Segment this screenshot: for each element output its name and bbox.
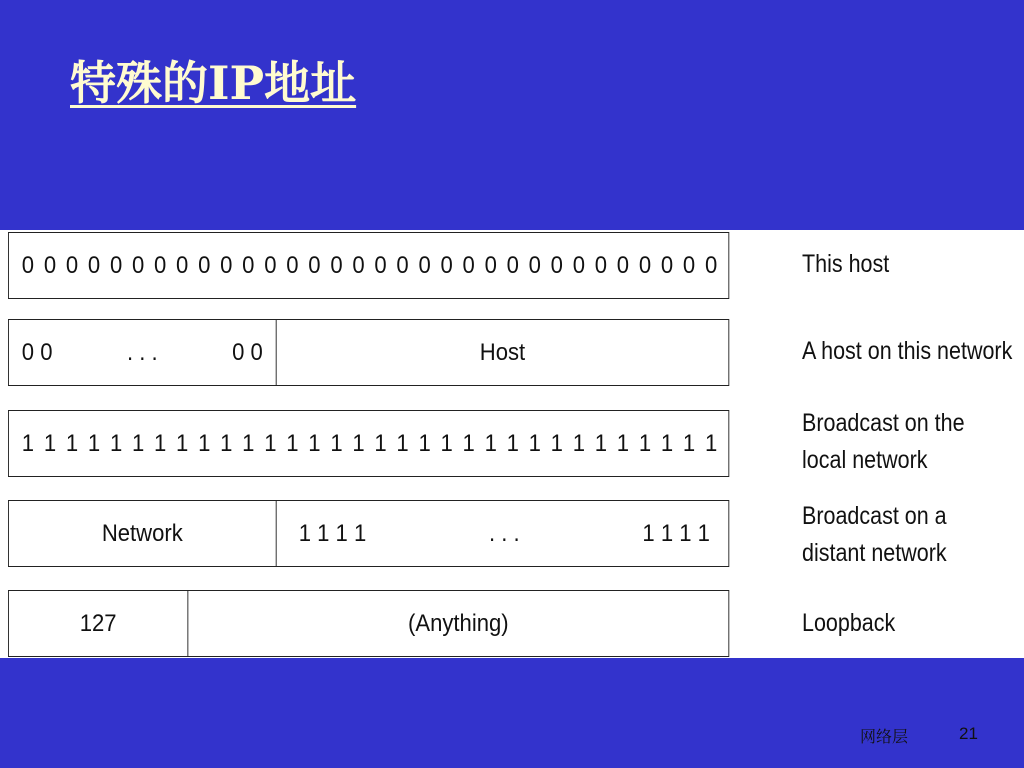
bit: 1	[198, 429, 211, 457]
host-field: Host	[276, 320, 729, 385]
bit: 1	[43, 429, 57, 457]
bit: 1	[506, 429, 519, 457]
bit: 0	[418, 251, 431, 279]
bit: 0	[374, 251, 387, 279]
bit: 0	[638, 251, 652, 279]
page-number: 21	[959, 724, 978, 743]
distant-broadcast-row	[8, 500, 729, 567]
bit: 1	[330, 429, 343, 457]
bit: 0	[396, 251, 409, 279]
network-zero-field	[9, 320, 276, 385]
bit: 0	[264, 251, 277, 279]
bit: 0	[198, 251, 211, 279]
loopback-row	[8, 590, 729, 657]
bit: 0	[109, 251, 123, 279]
local-broadcast-label-line2: local network	[802, 446, 928, 474]
bit: 0	[484, 251, 497, 279]
bit: 1	[176, 429, 189, 457]
host-on-network-row	[8, 319, 729, 386]
bit: 1	[418, 429, 431, 457]
all-one-bits	[9, 411, 728, 476]
bit: 1	[131, 429, 145, 457]
bit: 1	[396, 429, 409, 457]
host-ones-field	[276, 501, 729, 566]
loopback-prefix-field: 127	[79, 609, 117, 637]
this-host-row	[8, 232, 729, 299]
bit: 1	[616, 429, 630, 457]
distant-broadcast-label-line2: distant network	[802, 539, 947, 567]
local-broadcast-label	[802, 405, 965, 479]
bit: 0	[308, 251, 321, 279]
local-broadcast-label-line1: Broadcast on the	[802, 409, 965, 437]
bit: 1	[572, 429, 586, 457]
bit: 1	[374, 429, 387, 457]
bit: 1	[462, 429, 475, 457]
bit: 1	[682, 429, 696, 457]
bit: 1	[528, 429, 541, 457]
network-zero-dots: . . .	[126, 338, 158, 366]
bit: 0	[21, 251, 35, 279]
bit: 0	[65, 251, 79, 279]
distant-broadcast-label	[802, 498, 947, 572]
bit: 1	[440, 429, 453, 457]
bit: 1	[660, 429, 674, 457]
bit: 0	[220, 251, 233, 279]
bit: 1	[109, 429, 123, 457]
network-zero-end: 0 0	[232, 338, 263, 366]
bit: 1	[352, 429, 365, 457]
local-broadcast-row	[8, 410, 729, 477]
bit: 0	[550, 251, 563, 279]
bit: 0	[242, 251, 255, 279]
host-ones-end: 1 1 1 1	[642, 519, 710, 547]
bit: 1	[550, 429, 563, 457]
bit: 1	[484, 429, 497, 457]
distant-broadcast-label-line1: Broadcast on a	[802, 502, 947, 530]
bit: 1	[704, 429, 718, 457]
bit: 0	[682, 251, 696, 279]
slide-title: 特殊的IP地址	[70, 56, 357, 110]
bit: 0	[330, 251, 343, 279]
bit: 0	[87, 251, 101, 279]
bit: 1	[21, 429, 35, 457]
bit: 0	[154, 251, 167, 279]
bit: 1	[638, 429, 652, 457]
bit: 1	[308, 429, 321, 457]
anything-field: (Anything)	[187, 591, 728, 656]
bit: 0	[43, 251, 57, 279]
bit: 0	[176, 251, 189, 279]
footer-section-label: 网络层	[860, 727, 909, 746]
bit: 0	[616, 251, 630, 279]
bit: 1	[154, 429, 167, 457]
bit: 0	[594, 251, 608, 279]
bit: 1	[242, 429, 255, 457]
bit: 0	[440, 251, 453, 279]
bit: 1	[65, 429, 79, 457]
host-on-network-label: A host on this network	[802, 337, 1013, 365]
loopback-label: Loopback	[802, 609, 896, 637]
all-zero-bits	[9, 233, 728, 298]
bit: 0	[462, 251, 475, 279]
bit: 0	[131, 251, 145, 279]
bit: 1	[594, 429, 608, 457]
bit: 0	[506, 251, 519, 279]
network-zero-start: 0 0	[21, 338, 53, 366]
special-ip-address-figure	[0, 230, 1024, 658]
bit: 0	[286, 251, 299, 279]
bit: 0	[704, 251, 718, 279]
bit: 1	[87, 429, 101, 457]
network-field: Network	[101, 519, 183, 547]
bit: 1	[286, 429, 299, 457]
bit: 1	[264, 429, 277, 457]
bit: 1	[220, 429, 233, 457]
bit: 0	[528, 251, 541, 279]
this-host-label: This host	[802, 250, 890, 278]
host-ones-start: 1 1 1 1	[298, 519, 367, 547]
bit: 0	[352, 251, 365, 279]
bit: 0	[572, 251, 586, 279]
bit: 0	[660, 251, 674, 279]
host-ones-dots: . . .	[489, 519, 520, 547]
